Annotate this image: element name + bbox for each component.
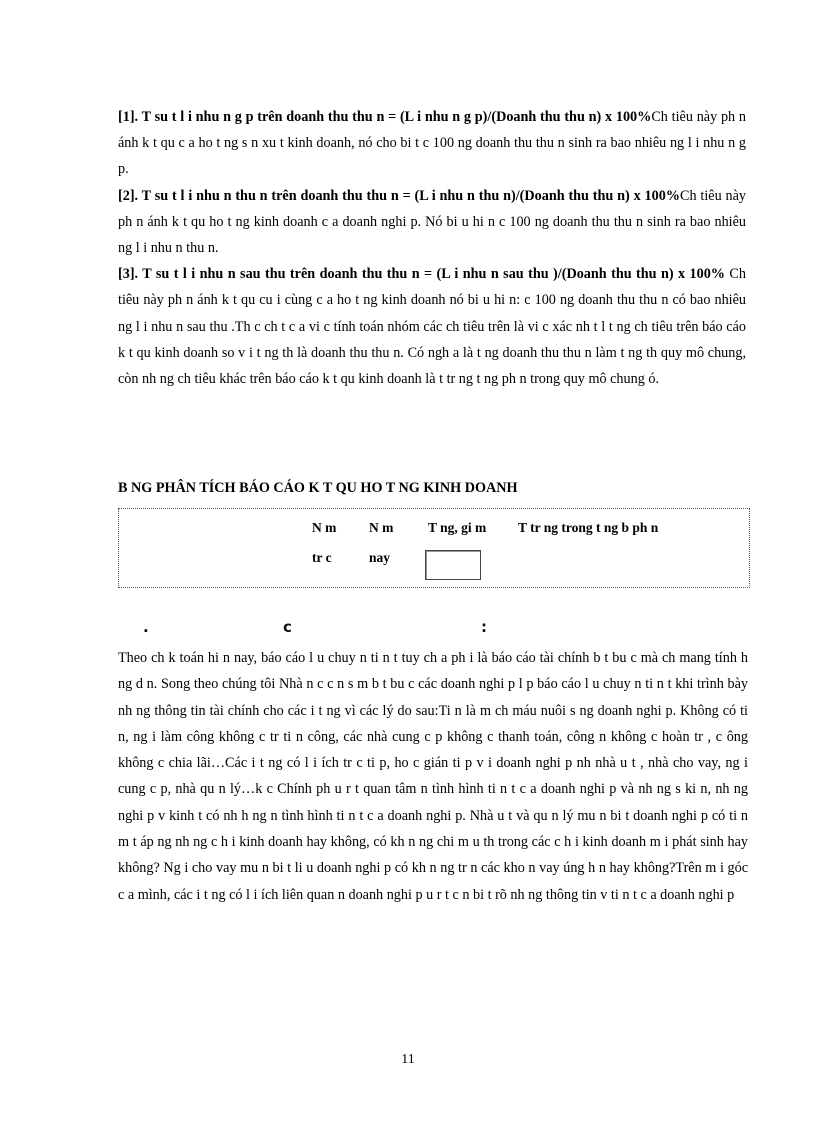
page-number: 11 <box>401 1052 415 1067</box>
formula-3: [3]. T su t l i nhu n sau thu trên doanh thu thu n = (L i nhu n sau thu )/(Doanh thu thu n) x 100% <box>118 266 725 283</box>
cash-flow-paragraph: Theo ch k toán hi n nay, báo cáo l u chuy n ti n t tuy ch a ph i là báo cáo tài chính b t bu c mà ch mang tính h ng d n. Song theo chúng tôi Nhà n c c n s m b t bu c các doanh nghi p l p báo cáo l u chuy n ti n t khi trình bày nh ng thông tin tài chính cho các i t ng vì các lý do sau:Ti n là m ch máu nuôi s ng doanh nghi p. Không có ti n, ng i làm công không c tr ti n công, các nhà cung c p không c thanh toán, công n không c hoàn tr , c ông không c chia lãi…Các i t ng có l i ích tr c ti p, ho c gián ti p v i doanh nghi p nh nhà u t , nhà cho vay, ng i cung c p, nhà qu n lý…k c Chính ph u r t quan tâm n tình hình ti n t c a doanh nghi p và nh ng s ki n, nh ng nghi p v kinh t có nh h ng n tình hình ti n t c a doanh nghi p. Nhà u t và qu n lý mu n bi t doanh nghi p có ti n m t áp ng nh ng c h i kinh doanh hay không, có kh n ng chi m u th trong các c h i kinh doanh m i phát sinh hay không? Ng i cho vay mu n bi t li u doanh nghi p có kh n ng tr n các kho n vay úng h n hay không?Trên m i góc c a mình, các i t ng có l i ích liên quan n doanh nghi p u r t c n bi t rõ nh ng thông tin v ti n t c a doanh nghi p <box>118 650 748 903</box>
paragraph-1 <box>118 104 746 183</box>
table-input-box[interactable] <box>425 550 481 580</box>
col-header-change: T ng, gi m <box>428 520 487 535</box>
heading-fragment-3: : <box>481 618 487 636</box>
formula-1: [1]. T su t l i nhu n g p trên doanh thu thu n = (L i nhu n g p)/(Doanh thu thu n) x 100% <box>118 109 652 125</box>
explanation-3: Ch tiêu này ph n ánh k t qu cu i cùng c a ho t ng kinh doanh nó bi u hi n: c 100 ng doanh thu thu n có bao nhiêu ng l i nhu n sau thu .Th c ch t c a vi c tính toán nhóm các ch tiêu trên là vi c xác nh t l t ng ch tiêu trên báo cáo k t qu kinh doanh so v i t ng th là doanh thu thu n. Có ngh a là t ng doanh thu thu n làm t ng th quy mô chung, còn nh ng ch tiêu khác trên báo cáo k t qu kinh doanh là t tr ng t ng ph n trong quy mô chung ó. <box>118 266 746 388</box>
col-header-prev-year-2: tr c <box>312 550 332 565</box>
paragraph-2 <box>118 183 746 262</box>
paragraph-3 <box>118 261 746 392</box>
explanation-1: Ch tiêu này ph n ánh k t qu c a ho t ng s n xu t kinh doanh, nó cho bi t c 100 ng doanh thu thu n sinh ra bao nhiêu ng l i nhu n g p. <box>118 109 746 178</box>
col-header-prev-year: N m <box>312 520 337 535</box>
section-title: B NG PHÂN TÍCH BÁO CÁO K T QU HO T NG KINH DOANH <box>118 480 518 496</box>
col-header-proportion: T tr ng trong t ng b ph n <box>518 520 659 535</box>
col-header-this-year-2: nay <box>369 550 391 565</box>
col-header-this-year: N m <box>369 520 394 535</box>
explanation-2: Ch tiêu này ph n ánh k t qu ho t ng kinh doanh c a doanh nghi p. Nó bi u hi n c 100 ng doanh thu thu n sinh ra bao nhiêu ng l i nhu n thu n. <box>118 187 746 257</box>
heading-fragment-1: . <box>143 618 149 636</box>
ratio-paragraphs <box>118 104 746 392</box>
heading-fragment-2: c <box>283 618 292 636</box>
formula-2: [2]. T su t l i nhu n thu n trên doanh thu thu n = (L i nhu n thu n)/(Doanh thu thu n) x 100% <box>118 187 680 204</box>
